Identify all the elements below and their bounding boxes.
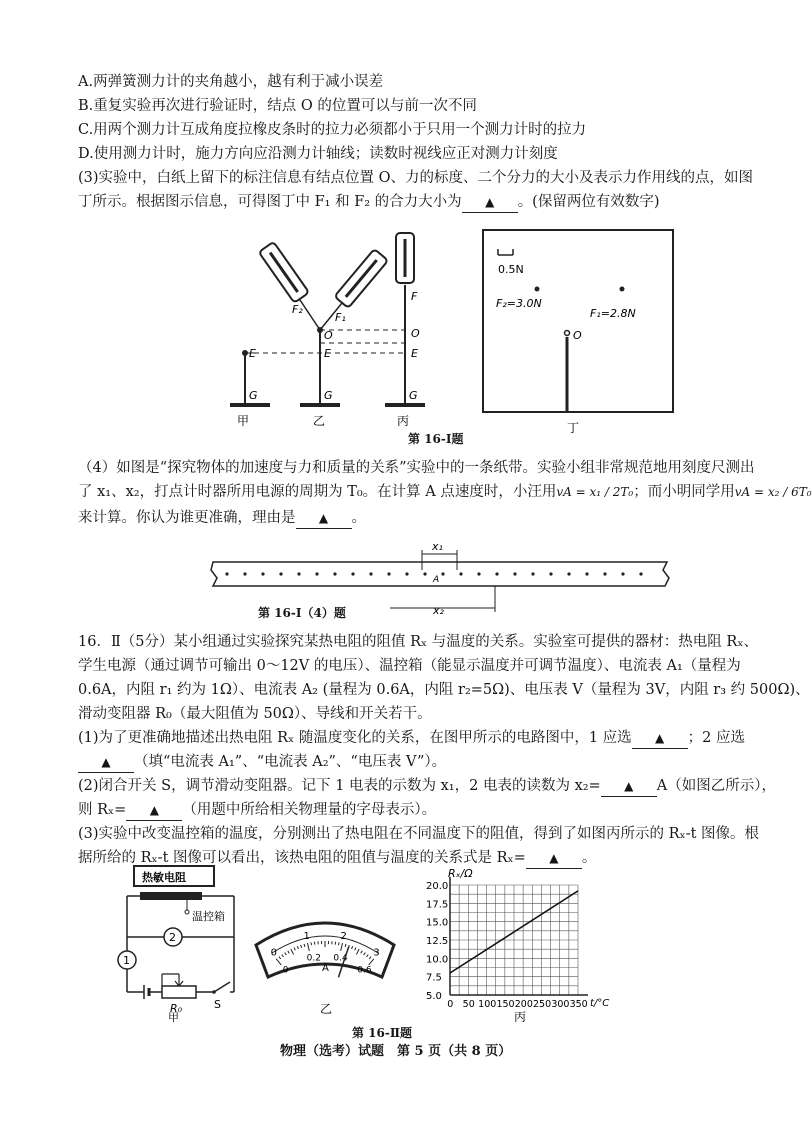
label-f1: F₁: [335, 311, 346, 324]
point-f1: [620, 287, 625, 292]
tape-dot: [225, 572, 228, 575]
tape-dot: [639, 572, 642, 575]
spring-scale-right: [334, 249, 388, 308]
label-f2: F₂: [292, 303, 303, 316]
tape-dot: [585, 572, 588, 575]
s1-c: （填“电流表 A₁”、“电流表 A₂”、“电压表 V”）。: [134, 754, 447, 770]
rheostat-r0: [162, 986, 196, 998]
label-o-bing: O: [411, 327, 420, 340]
tape-a-label: A: [433, 575, 440, 585]
blank-marker: ▲: [485, 195, 495, 209]
ammeter-caption: 乙: [320, 1002, 333, 1016]
caption-16-1: 第 16-I题: [408, 432, 464, 446]
ammeter-bottom-label: 0.6: [357, 965, 372, 976]
ammeter-bottom-label: 0.4: [333, 953, 348, 964]
label-g-bing: G: [409, 389, 418, 402]
x-tick-label: 200: [514, 999, 533, 1010]
ammeter-top-label: 1: [303, 931, 310, 943]
answer-blank-2[interactable]: [78, 752, 134, 773]
caption-16-2: 第 16-Ⅱ题: [352, 1026, 412, 1040]
s1-b: ；2 应选: [687, 730, 745, 746]
ammeter-bottom-label: 0: [282, 965, 289, 976]
x-tick-label: 100: [478, 999, 497, 1010]
base-yi: [300, 403, 340, 407]
f2-value: F₂=3.0N: [496, 297, 542, 310]
tape-dot: [603, 572, 606, 575]
ammeter-tick: [311, 942, 312, 945]
paper-frame: [483, 230, 673, 412]
tape-dot: [297, 572, 300, 575]
chart-xlabel: t/°C: [590, 998, 610, 1009]
option-c: C.用两个测力计互成角度拉橡皮条时的拉力必须都小于只用一个测力计时的拉力: [78, 122, 587, 138]
page-footer: 物理（选考）试题 第 5 页（共 8 页）: [280, 1044, 512, 1059]
label-bing: 丙: [397, 414, 410, 428]
blank-marker: ▲: [655, 731, 665, 745]
q3-line2: [78, 192, 660, 213]
tape-dot: [243, 572, 246, 575]
base-bing: [385, 403, 425, 407]
spring-scale-figure: [225, 225, 455, 435]
s2-a: (2)闭合开关 S，调节滑动变阻器。记下 1 电表的示数为 x₁，2 电表的读数为 x₂=: [78, 778, 601, 794]
q16-2-l4: 滑动变阻器 R₀（最大阻值为 50Ω）、导线和开关若干。: [78, 706, 432, 722]
meter-2-label: 2: [169, 931, 176, 944]
tape-dot: [549, 572, 552, 575]
oven-label: 温控箱: [192, 910, 225, 923]
tape-dot: [513, 572, 516, 575]
x-tick-label: 150: [496, 999, 515, 1010]
blank-marker: ▲: [101, 755, 111, 769]
s2-b: A（如图乙所示），: [656, 778, 776, 794]
answer-blank-q4[interactable]: [296, 508, 352, 529]
label-o-ding: O: [573, 329, 582, 342]
q4-line2-a: 了 x₁、x₂，打点计时器所用电源的周期为 T₀。在计算 A 点速度时，小汪用: [78, 484, 557, 500]
x-tick-label: 250: [533, 999, 552, 1010]
label-e-jia: E: [249, 347, 256, 360]
point-f2: [535, 287, 540, 292]
chart-x-tick-labels: [447, 999, 588, 1010]
s3-b: 据所给的 Rₓ-t 图像可以看出，该热电阻的阻值与温度的关系式是 Rₓ=: [78, 850, 526, 866]
thermistor-label: 热敏电阻: [142, 871, 186, 884]
circuit-diagram: [112, 862, 247, 1022]
q16-2-l2: 学生电源（通过调节可输出 0～12V 的电压）、温控箱（能显示温度并可调节温度）、电流表 A₁（量程为: [78, 658, 741, 674]
base-jia: [230, 403, 270, 407]
tape-dot: [567, 572, 570, 575]
tape-dot: [531, 572, 534, 575]
q4-line2-b: ；而小明同学用: [633, 484, 735, 500]
spring-scale-left: [259, 242, 309, 303]
y-tick-label: 10.0: [426, 954, 449, 966]
meter-1-label: 1: [123, 954, 130, 967]
blank-marker: ▲: [149, 803, 159, 817]
q3-line2-post: 。(保留两位有效数字): [517, 194, 660, 210]
label-e-bing: E: [411, 347, 418, 360]
q3-line2-pre: 丁所示。根据图示信息，可得图丁中 F₁ 和 F₂ 的合力大小为: [78, 194, 462, 210]
answer-blank[interactable]: [462, 192, 518, 213]
q4-line1: （4）如图是“探究物体的加速度与力和质量的关系”实验中的一条纸带。实验小组非常规范地用刻度尺测出: [78, 460, 755, 476]
formula-ming: vA = x₂ / 6T₀: [734, 485, 812, 499]
force-diagram-ding: [478, 225, 678, 437]
formula-wang: vA = x₁ / 2T₀: [556, 485, 634, 499]
chart-ylabel: Rₓ/Ω: [448, 867, 473, 880]
x-tick-label: 300: [551, 999, 570, 1010]
q16-2-s2: [78, 776, 776, 797]
ammeter-figure: [250, 905, 400, 1025]
chart-caption: 丙: [514, 1010, 527, 1024]
ammeter-top-label: 2: [340, 931, 347, 943]
scale-label: 0.5N: [498, 263, 524, 276]
circuit-caption: 甲: [168, 1011, 179, 1024]
tape-dot: [495, 572, 498, 575]
x-tick-label: 350: [569, 999, 588, 1010]
tape-dot: [315, 572, 318, 575]
q16-2-l3: 0.6A，内阻 r₁ 约为 1Ω）、电流表 A₂ (量程为 0.6A，内阻 r₂=5Ω)、电压表 V（量程为 3V，内阻 r₃ 约 500Ω)、: [78, 682, 810, 698]
switch-label: S: [214, 998, 221, 1011]
label-g-yi: G: [324, 389, 333, 402]
ammeter-top-label: 0: [270, 947, 277, 959]
q4-line3-post: 。: [351, 510, 366, 526]
tape-dot: [351, 572, 354, 575]
label-jia: 甲: [237, 414, 250, 428]
q3-line1: (3)实验中，白纸上留下的标注信息有结点位置 O、力的标度、二个分力的大小及表示力作用线的点，如图: [78, 170, 754, 186]
tape-dot: [441, 572, 444, 575]
answer-blank-1[interactable]: [632, 728, 688, 749]
point-o: [565, 331, 570, 336]
q4-line2: [78, 482, 812, 502]
q16-2-s1b: [78, 752, 446, 773]
chart-y-tick-labels: [426, 881, 448, 1002]
option-d: D.使用测力计时，施力方向应沿测力计轴线；读数时视线应正对测力计刻度: [78, 146, 558, 162]
blank-marker: ▲: [624, 779, 634, 793]
s1-a: (1)为了更准确地描述出热电阻 Rₓ 随温度变化的关系，在图甲所示的电路图中，1 应选: [78, 730, 632, 746]
answer-blank-4[interactable]: [126, 800, 182, 821]
y-tick-label: 12.5: [426, 936, 449, 947]
label-g-jia: G: [249, 389, 258, 402]
y-tick-label: 17.5: [426, 899, 449, 911]
tape-dot: [279, 572, 282, 575]
ammeter-top-label: 3: [373, 947, 380, 959]
y-tick-label: 15.0: [426, 917, 449, 929]
y-tick-label: 20.0: [426, 881, 449, 892]
label-f-bing: F: [411, 290, 418, 303]
label-ding: 丁: [567, 421, 580, 435]
tape-dot: [333, 572, 336, 575]
tape-dot: [405, 572, 408, 575]
ammeter-tick: [339, 942, 340, 945]
q16-2-s3: (3)实验中改变温控箱的温度，分别测出了热电阻在不同温度下的阻值，得到了如图丙所示的 Rₓ-t 图像。根: [78, 826, 760, 842]
q16-2-s1: [78, 728, 745, 749]
tape-dot: [387, 572, 390, 575]
rx-t-chart: [410, 865, 625, 1025]
tape-dot: [261, 572, 264, 575]
x-tick-label: 50: [462, 999, 475, 1010]
answer-blank-3[interactable]: [601, 776, 657, 797]
y-tick-label: 5.0: [426, 991, 442, 1002]
blank-marker: ▲: [318, 511, 329, 525]
q4-line3-pre: 来计算。你认为谁更准确，理由是: [78, 510, 296, 526]
r0-label: R₀: [170, 1002, 183, 1015]
q16-2-l1: 16．Ⅱ（5分）某小组通过实验探究某热电阻的阻值 Rₓ 与温度的关系。实验室可提供的器材：热电阻 Rₓ、: [78, 634, 758, 650]
tape-dot: [477, 572, 480, 575]
chart-grid: [450, 885, 578, 995]
switch-s: [214, 982, 230, 992]
tape-x2-label: x₂: [433, 604, 444, 617]
ammeter-bottom-label: 0.2: [306, 953, 321, 964]
option-b: B.重复实验再次进行验证时，结点 O 的位置可以与前一次不同: [78, 98, 477, 114]
tape-x1-label: x₁: [432, 540, 443, 553]
option-a: A.两弹簧测力计的夹角越小，越有利于减小误差: [78, 74, 384, 90]
label-o-yi: O: [324, 329, 333, 342]
s3-c: 。: [581, 850, 597, 866]
x-tick-label: 0: [447, 999, 454, 1010]
s2-d: （用题中所给相关物理量的字母表示）。: [182, 802, 437, 818]
tape-dot: [621, 572, 624, 575]
tape-dot: [369, 572, 372, 575]
q16-2-s2b: [78, 800, 436, 821]
tape-dot: [459, 572, 462, 575]
label-yi: 乙: [313, 414, 326, 428]
blank-marker: ▲: [549, 851, 559, 865]
ammeter-unit: A: [322, 963, 329, 974]
f1-value: F₁=2.8N: [590, 307, 636, 320]
caption-16-1-4: 第 16-I（4）题: [258, 606, 346, 620]
tape-dot: [423, 572, 426, 575]
y-tick-label: 7.5: [426, 972, 442, 984]
thermistor: [140, 892, 202, 900]
label-e-yi: E: [324, 347, 331, 360]
q4-line3: [78, 508, 366, 529]
s2-c: 则 Rₓ=: [78, 802, 127, 818]
